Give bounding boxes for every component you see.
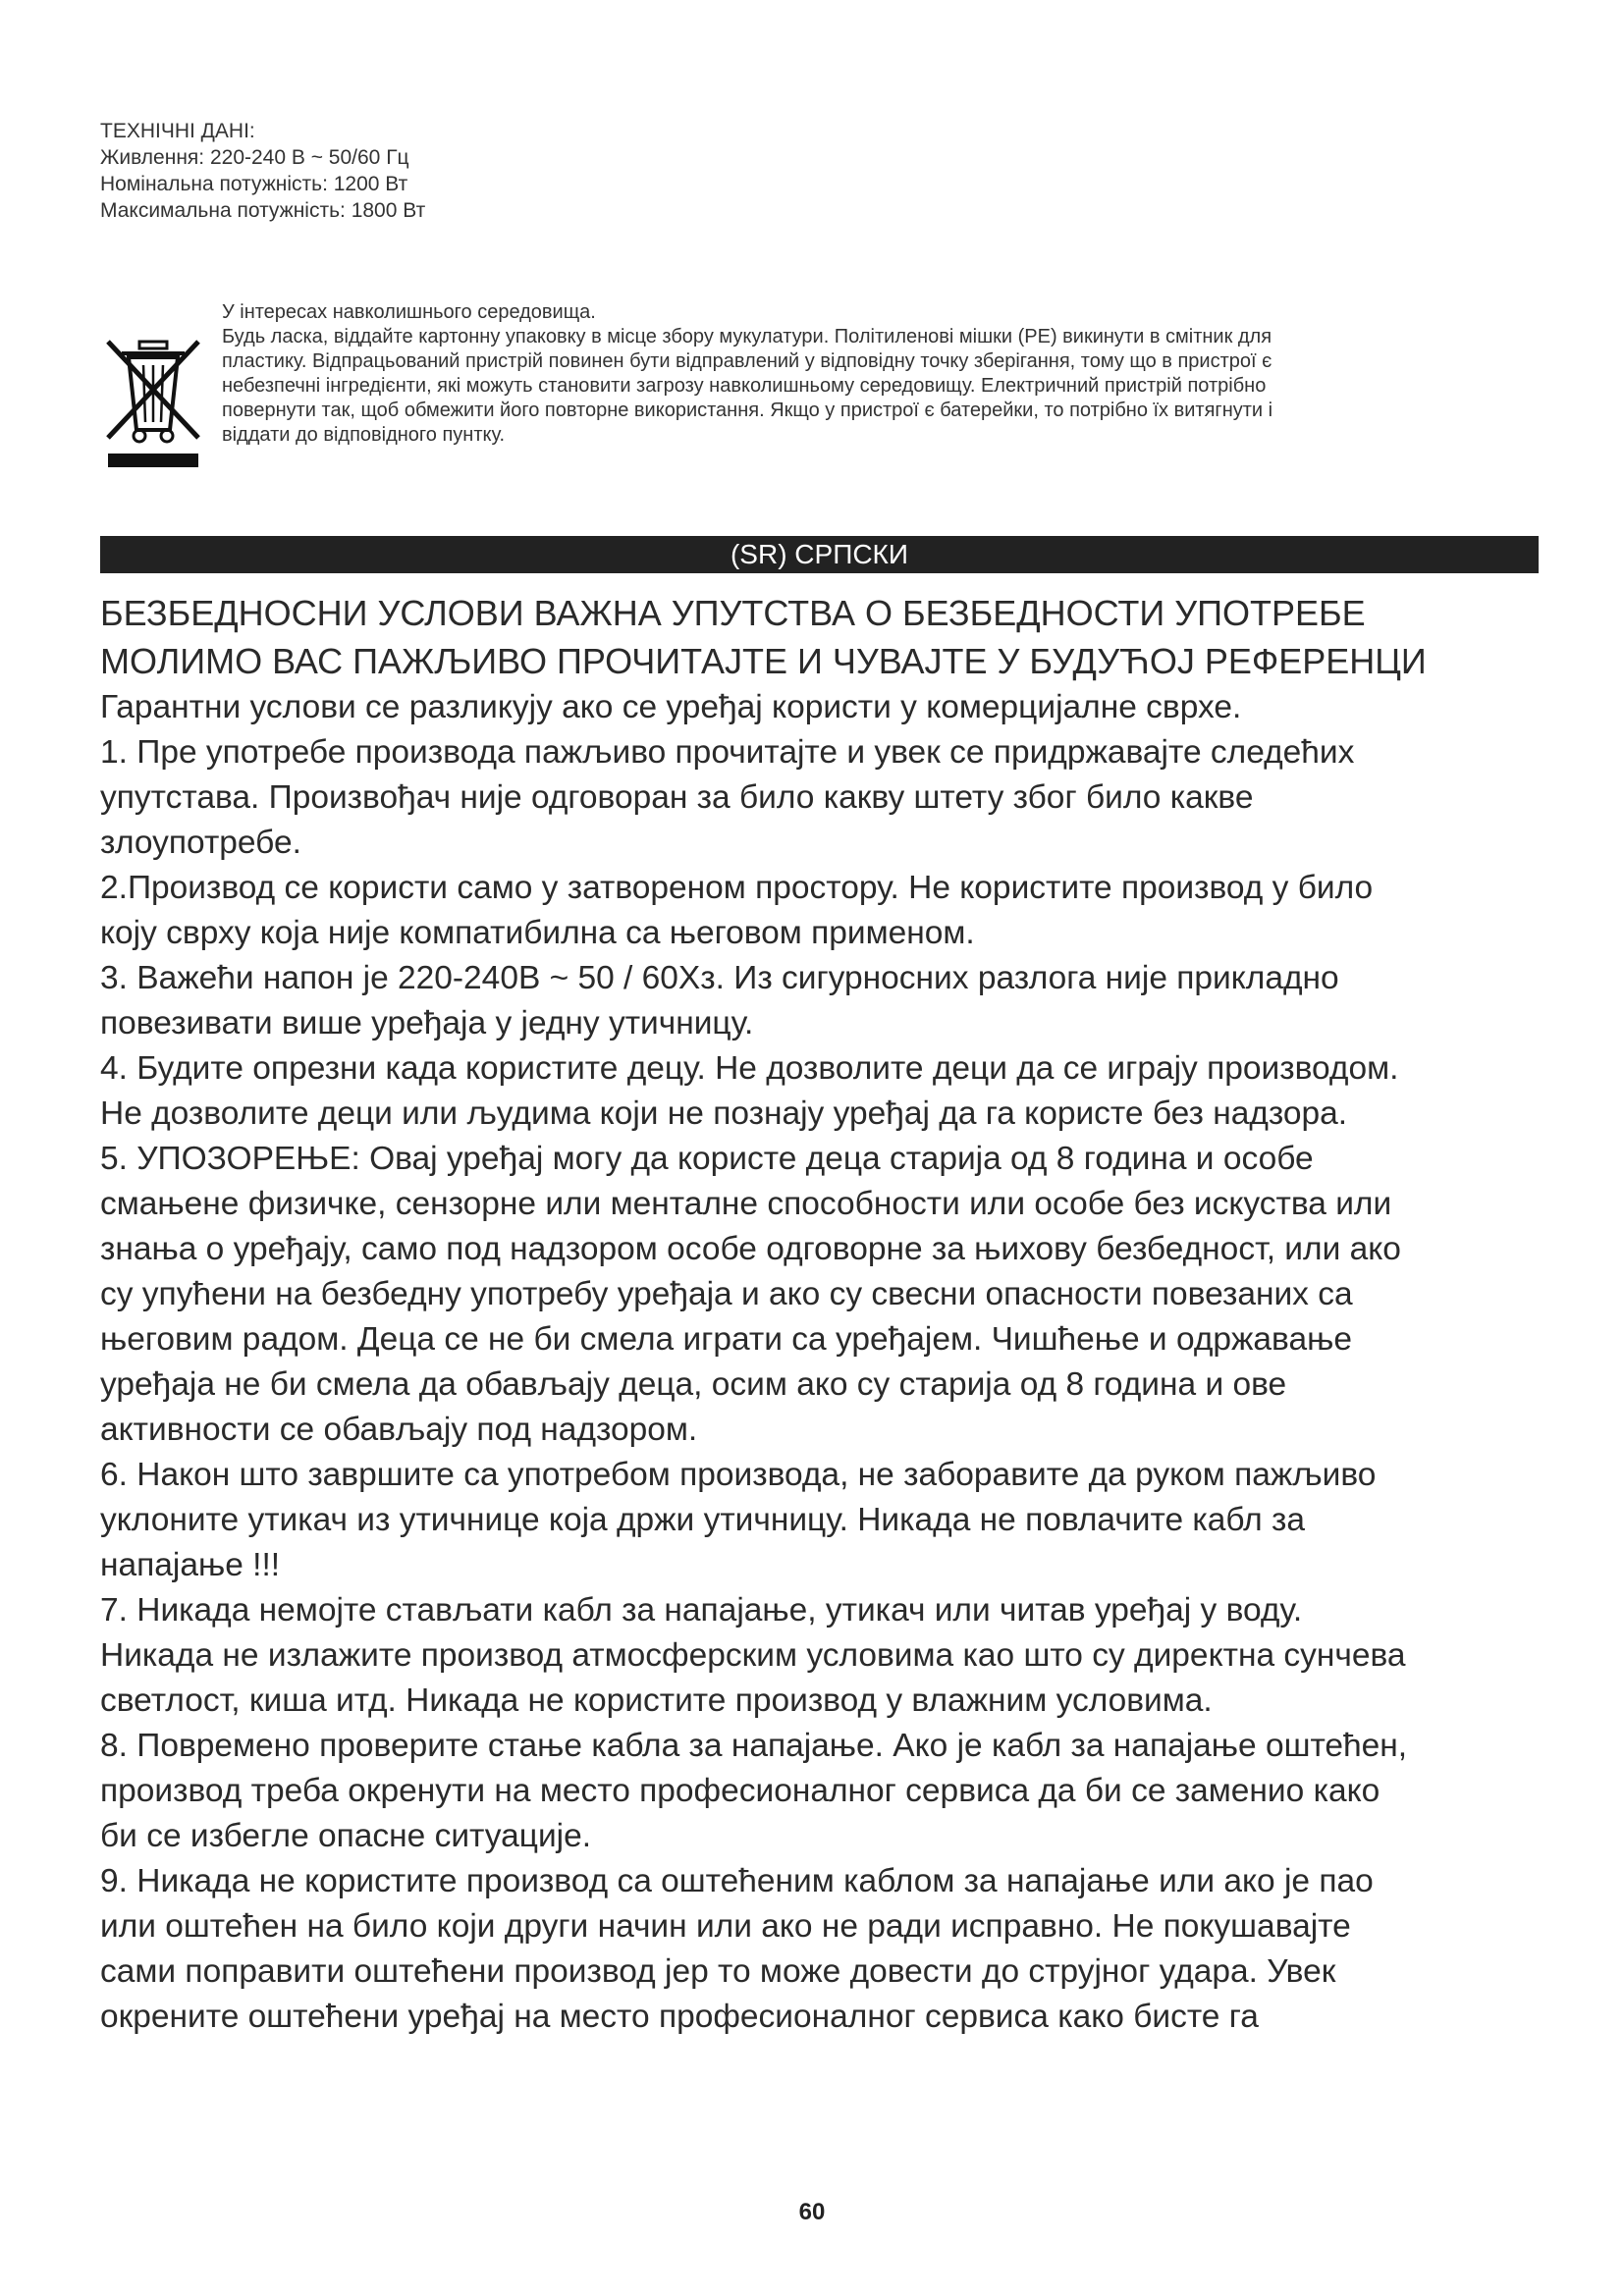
environment-notice	[102, 300, 1555, 497]
technical-data	[100, 118, 787, 224]
environment-text	[222, 300, 1538, 448]
body-line: или оштећен на било који други начин или ако не ради исправно. Не покушавајте	[100, 1908, 1351, 1945]
body-line: 2.Производ се користи само у затвореном простору. Не користите производ у било	[100, 870, 1374, 906]
body-line: би се избегле опасне ситуације.	[100, 1818, 592, 1854]
environment-line: повернути так, щоб обмежити його повторне використання. Якщо у пристрої є батерейки, то потрібно їх витягнути і	[222, 400, 1273, 421]
body-line: напајање !!!	[100, 1547, 281, 1583]
page-number: 60	[798, 2199, 826, 2225]
environment-line: Будь ласка, віддайте картонну упаковку в місце збору мукулатури. Політиленові мішки (PE) викинути в смітник для	[222, 326, 1272, 347]
body-line: Гарантни услови се разликују ако се уређај користи у комерцијалне сврхе.	[100, 689, 1242, 725]
body-line: његовим радом. Деца се не би смела играти са уређајем. Чишћење и одржавање	[100, 1321, 1352, 1358]
body-line: уређаја не би смела да обављају деца, осим ако су старија од 8 година и ове	[100, 1366, 1287, 1403]
body-line: знања о уређају, само под надзором особе одговорне за њихову безбедност, или ако	[100, 1231, 1401, 1267]
safety-instructions	[100, 589, 1553, 2040]
technical-data-line: Максимальна потужність: 1800 Вт	[100, 199, 426, 222]
body-line: смањене физичке, сензорне или менталне способности или особе без искуства или	[100, 1186, 1392, 1222]
technical-data-line: Номінальна потужність: 1200 Вт	[100, 173, 408, 195]
section-heading-line: БЕЗБЕДНОСНИ УСЛОВИ ВАЖНА УПУТСТВА О БЕЗБЕДНОСТИ УПОТРЕБЕ	[100, 593, 1366, 633]
body-line: активности се обављају под надзором.	[100, 1412, 698, 1448]
environment-heading: У інтересах навколишнього середовища.	[222, 301, 596, 323]
language-section-bar: (SR) СРПСКИ	[100, 536, 1539, 573]
environment-line: віддати до відповідного пунтку.	[222, 424, 506, 446]
body-line: 5. УПОЗОРЕЊЕ: Овај уређај могу да користе деца старија од 8 година и особе	[100, 1141, 1314, 1177]
body-line: производ треба окренути на место професионалног сервиса да би се заменио како	[100, 1773, 1380, 1809]
body-line: 3. Важећи напон је 220-240В ~ 50 / 60Хз. Из сигурносних разлога није прикладно	[100, 960, 1339, 996]
body-line: 6. Након што завршите са употребом производа, не заборавите да руком пажљиво	[100, 1457, 1377, 1493]
environment-line: пластику. Відпрацьований пристрій повинен бути відправлений у відповідну точку зберігання, тому що в пристрої є	[222, 350, 1272, 372]
body-line: повезивати више уређаја у једну утичницу.	[100, 1005, 754, 1041]
body-line: су упућени на безбедну употребу уређаја и ако су свесни опасности повезаних са	[100, 1276, 1353, 1312]
body-line: светлост, киша итд. Никада не користите производ у влажним условима.	[100, 1682, 1213, 1719]
technical-data-line: Живлення: 220-240 В ~ 50/60 Гц	[100, 146, 409, 169]
body-line: 7. Никада немојте стављати кабл за напајање, утикач или читав уређај у воду.	[100, 1592, 1303, 1629]
environment-line: небезпечні інгредієнти, які можуть становити загрозу навколишньому середовищу. Електричний пристрій потрібно	[222, 375, 1267, 397]
body-line: сами поправити оштећени производ јер то може довести до струјног удара. Увек	[100, 1953, 1336, 1990]
body-line: уклоните утикач из утичнице која држи утичницу. Никада не повлачите кабл за	[100, 1502, 1305, 1538]
body-line: окрените оштећени уређај на место професионалног сервиса како бисте га	[100, 1999, 1259, 2035]
body-line: коју сврху која није компатибилна са његовом применом.	[100, 915, 975, 951]
weee-crossed-bin-icon	[102, 336, 204, 469]
body-line: 1. Пре употребе производа пажљиво прочитајте и увек се придржавајте следећих	[100, 734, 1355, 771]
body-line: злоупотребе.	[100, 825, 301, 861]
body-line: 9. Никада не користите производ са оштећеним каблом за напајање или ако је пао	[100, 1863, 1374, 1899]
body-line: Никада не излажите производ атмосферским условима као што су директна сунчева	[100, 1637, 1406, 1674]
body-line: 8. Повремено проверите стање кабла за напајање. Ако је кабл за напајање оштећен,	[100, 1728, 1408, 1764]
body-line: Не дозволите деци или људима који не познају уређај да га користе без надзора.	[100, 1095, 1348, 1132]
body-line: упутстава. Произвођач није одговоран за било какву штету због било какве	[100, 779, 1254, 816]
body-line: 4. Будите опрезни када користите децу. Не дозволите деци да се играју производом.	[100, 1050, 1399, 1087]
section-heading-line: МОЛИМО ВАС ПАЖЉИВО ПРОЧИТАЈТЕ И ЧУВАЈТЕ У БУДУЋОЈ РЕФЕРЕНЦИ	[100, 641, 1427, 681]
technical-data-title: ТЕХНІЧНІ ДАНІ:	[100, 120, 255, 142]
